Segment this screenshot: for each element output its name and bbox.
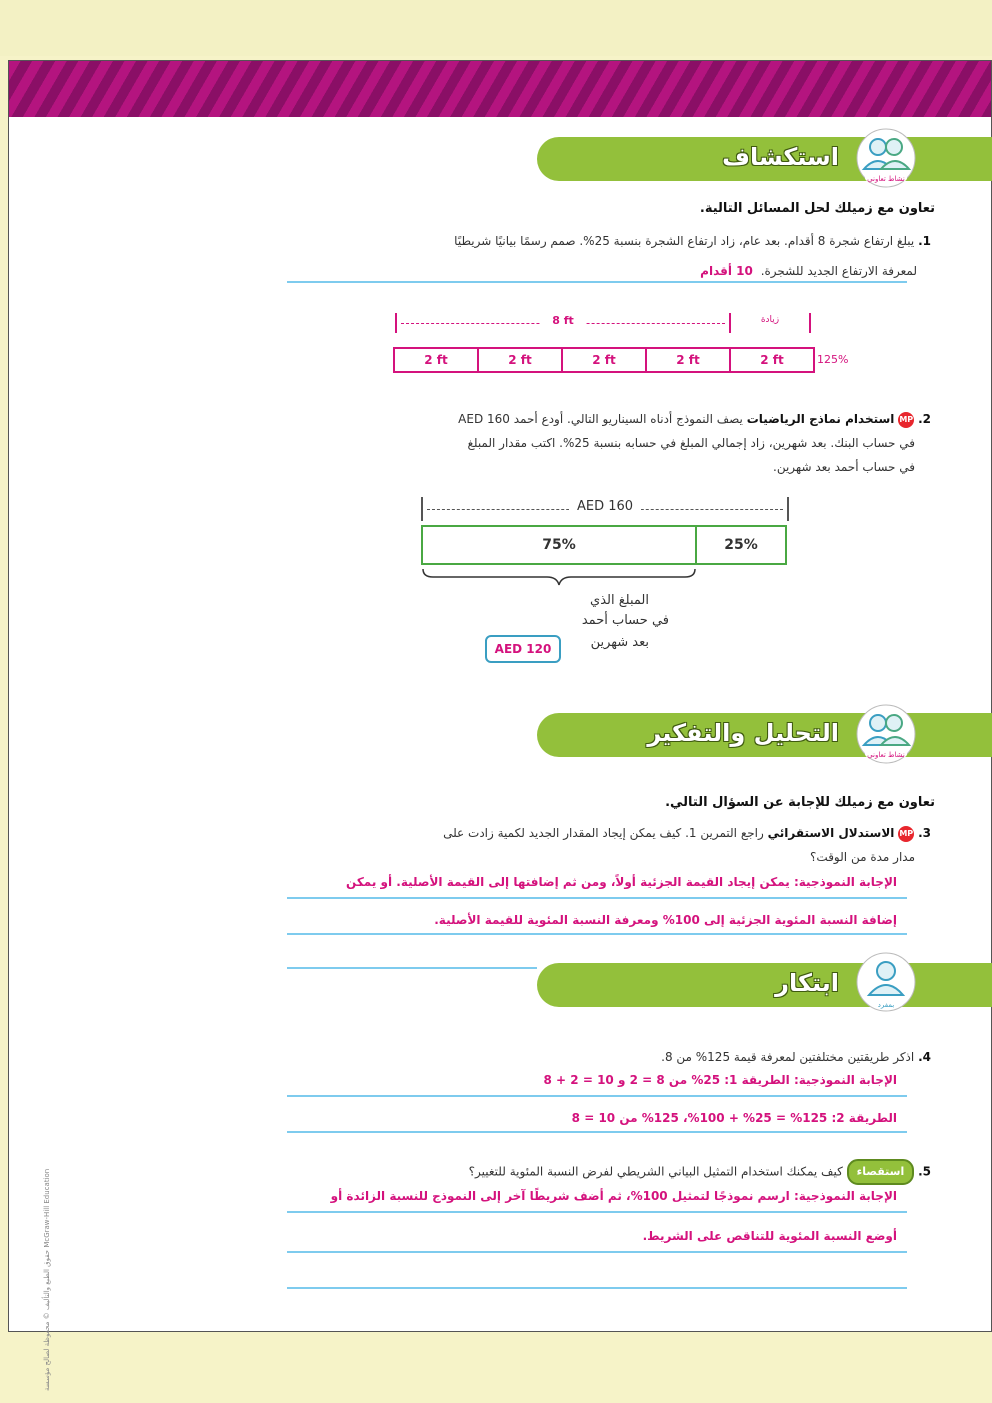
question-3-answer-line2: إضافة النسبة المئوية الجزئية إلى 100% ومعرفة النسبة المئوية للقيمة الأصلية. <box>434 913 897 927</box>
question-2 <box>291 407 931 431</box>
analyze-icon-label: نشاط تعاوني <box>867 751 905 759</box>
question-2-number: 2. <box>918 412 931 426</box>
q1-bar-cell: 2 ft <box>393 347 479 373</box>
question-4-answer-line1: الإجابة النموذجية: الطريقة 1: 25% من 8 = 2 و 10 = 2 + 8 <box>543 1073 897 1087</box>
q2-top-bracket <box>421 497 789 521</box>
question-1 <box>291 229 931 253</box>
question-2-text-line3: في حساب أحمد بعد شهرين. <box>773 460 915 474</box>
workbook-page <box>8 60 992 1391</box>
answer-line <box>287 1287 907 1289</box>
question-3-text-line1: راجع التمرين 1. كيف يمكن إيجاد المقدار الجديد لكمية زادت على <box>443 826 764 840</box>
q2-bar-small: 25% <box>695 525 787 565</box>
create-section-title: ابتكار <box>775 969 839 997</box>
answer-line <box>287 933 907 935</box>
copyright-note <box>43 1091 55 1391</box>
q1-top-label: 8 ft <box>541 314 585 327</box>
answer-line <box>287 1095 907 1097</box>
answer-line <box>287 1131 907 1133</box>
question-3-bold-text: الاستدلال الاستقرائي <box>767 826 895 840</box>
question-2-text-line1: يصف النموذج أدناه السيناريو التالي. أودع أحمد 160 AED <box>458 412 743 426</box>
answer-line <box>287 1211 907 1213</box>
answer-line <box>287 1251 907 1253</box>
question-3-answer-line1: الإجابة النموذجية: يمكن إيجاد القيمة الجزئية أولاً، ومن ثم إضافتها إلى القيمة الأصلية. أو يمكن <box>346 875 897 889</box>
q2-answer-box: AED 120 <box>485 635 561 663</box>
q2-bottom-brace <box>421 567 699 587</box>
q1-bar-cell: 2 ft <box>477 347 563 373</box>
question-3-number: 3. <box>918 826 931 840</box>
question-4 <box>291 1045 931 1069</box>
explore-icon-label: نشاط تعاوني <box>867 175 905 183</box>
question-3-text-line2: مدار مدة من الوقت؟ <box>810 850 915 864</box>
q2-caption-line2: في حساب أحمد <box>581 613 669 628</box>
question-4-number: 4. <box>918 1050 931 1064</box>
copyright-text: حقوق الطبع والتأليف © محفوظة لصالح مؤسسة McGraw-Hill Education <box>43 1168 51 1391</box>
question-2-text-line2: في حساب البنك. بعد شهرين، زاد إجمالي المبلغ في حسابه بنسبة 25%. اكتب مقدار المبلغ <box>467 436 915 450</box>
question-5 <box>211 1159 931 1185</box>
question-5-answer-line1: الإجابة النموذجية: ارسم نموذجًا لتمثيل 100%، ثم أضف شريطًا آخر إلى النموذج للنسبة الزائدة أو <box>330 1189 897 1203</box>
inquiry-badge-icon: استقصاء <box>847 1159 915 1185</box>
question-4-text: اذكر طريقتين مختلفتين لمعرفة قيمة 125% من 8. <box>661 1050 915 1064</box>
q1-bar-cell: 2 ft <box>645 347 731 373</box>
q2-caption-line1: المبلغ الذي <box>590 593 649 608</box>
answer-line <box>287 967 537 969</box>
question-5-answer-line2: أوضع النسبة المئوية للتناقص على الشريط. <box>642 1229 897 1243</box>
create-section-header <box>537 963 992 1007</box>
q1-percent-label: 125% <box>817 353 849 366</box>
header-band <box>9 61 991 117</box>
q1-top-bracket <box>395 313 731 333</box>
question-5-number: 5. <box>918 1164 931 1179</box>
question-4-answer-line2: الطريقة 2: 125% = 25% + 100%، 125% من 10 = 8 <box>571 1111 897 1125</box>
question-3 <box>211 821 931 845</box>
q1-bar-cell: 2 ft <box>729 347 815 373</box>
q1-bar-cell: 2 ft <box>561 347 647 373</box>
analyze-instruction: تعاون مع زميلك للإجابة عن السؤال التالي. <box>665 795 935 810</box>
question-1-text-line2: لمعرفة الارتفاع الجديد للشجرة. <box>760 264 917 278</box>
q2-top-label: AED 160 <box>569 499 641 514</box>
analyze-section-title: التحليل والتفكير <box>647 719 839 747</box>
question-1-line2 <box>277 259 917 283</box>
explore-instruction: تعاون مع زميلك لحل المسائل التالية. <box>699 201 935 216</box>
answer-line <box>287 897 907 899</box>
question-1-number: 1. <box>918 234 931 248</box>
q2-caption-line3: بعد شهرين <box>590 635 649 650</box>
create-icon-label: بمفرد <box>877 1001 895 1009</box>
math-practice-icon: MP <box>898 412 914 428</box>
math-practice-icon: MP <box>898 826 914 842</box>
question-5-text: كيف يمكنك استخدام التمثيل البياني الشريطي لفرض النسبة المئوية للتغيير؟ <box>468 1164 843 1179</box>
q1-increase-bracket <box>731 313 811 333</box>
question-2-bold-text: استخدام نماذج الرياضيات <box>746 412 895 426</box>
page-top-margin <box>0 0 992 56</box>
answer-line <box>287 281 907 283</box>
q1-increase-label: زيادة <box>760 315 780 325</box>
question-1-answer: 10 أقدام <box>700 264 753 278</box>
q2-bar-large: 75% <box>421 525 697 565</box>
explore-section-title: استكشاف <box>722 143 839 171</box>
question-1-text-line1: يبلغ ارتفاع شجرة 8 أقدام. بعد عام، زاد ارتفاع الشجرة بنسبة 25%. صمم رسمًا بيانيًا شريطيًا <box>454 234 915 248</box>
